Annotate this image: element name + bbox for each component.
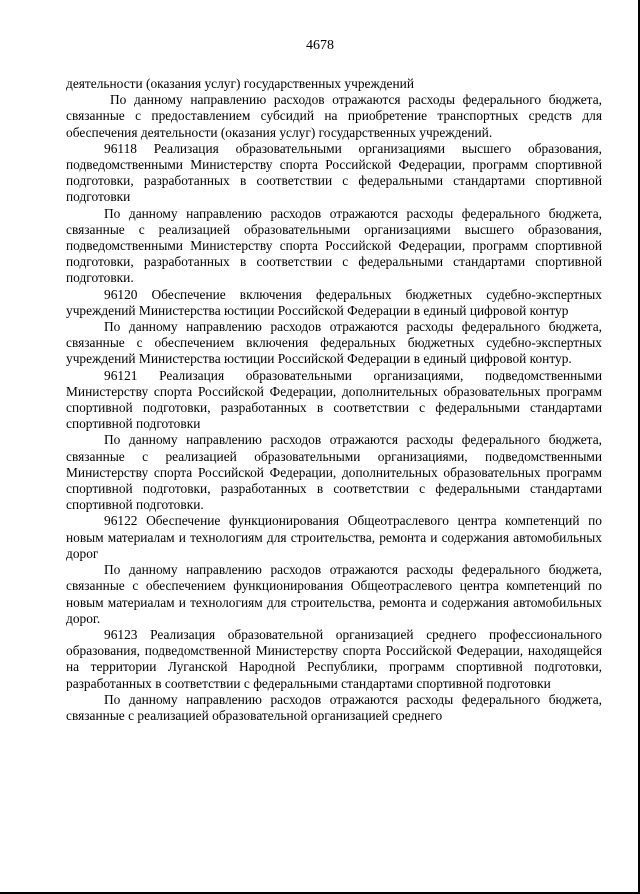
paragraph-description: По данному направлению расходов отражаются расходы федерального бюджета, связанные с реализацией образовательной организацией среднего [66,691,602,723]
paragraph-description: По данному направлению расходов отражаются расходы федерального бюджета, связанные с реализацией образовательными организациями, подведомственными Министерству спорта Российской Федерации, дополнительных образовательных программ спортивной подготовки, разработанных в соответствии с федеральными стандартами спортивной подготовки. [66,432,602,513]
paragraph-heading-96122: 96122 Обеспечение функционирования Общеотраслевого центра компетенций по новым материалам и технологиям для строительства, ремонта и содержания автомобильных дорог [66,513,602,561]
paragraph-heading-96121: 96121 Реализация образовательными организациями, подведомственными Министерству спорта Российской Федерации, дополнительных образовательных программ спортивной подготовки, разработанных в соответствии с федеральными стандартами спортивной подготовки [66,367,602,432]
paragraph-continuation: деятельности (оказания услуг) государственных учреждений [66,76,414,91]
paragraph-description: По данному направлению расходов отражаются расходы федерального бюджета, связанные с обеспечением функционирования Общеотраслевого центра компетенций по новым материалам и технологиям для строительства, ремонта и содержания автомобильных дорог. [66,562,602,626]
paragraph-description: По данному направлению расходов отражаются расходы федерального бюджета, связанные с предоставлением субсидий на приобретение транспортных средств для обеспечения деятельности (оказания услуг) государственных учреждений. [66,92,602,140]
paragraph-heading-96123: 96123 Реализация образовательной организацией среднего профессионального образования, подведомственной Министерству спорта Российской Федерации, находящейся на территории Луганской Народной Республики, программ спортивной подготовки, разработанных в соответствии с федеральными стандартами спортивной подготовки [66,626,602,691]
page-number: 4678 [306,38,334,53]
paragraph-heading-96120: 96120 Обеспечение включения федеральных бюджетных судебно-экспертных учреждений Министерства юстиции Российской Федерации в единый цифровой контур [66,286,602,318]
paragraph-description: По данному направлению расходов отражаются расходы федерального бюджета, связанные с реализацией образовательными организациями высшего образования, подведомственными Министерству спорта Российской Федерации, программ спортивной подготовки, разработанных в соответствии с федеральными стандартами спортивной подготовки. [66,205,602,286]
paragraph-description: По данному направлению расходов отражаются расходы федерального бюджета, связанные с обеспечением включения федеральных бюджетных судебно-экспертных учреждений Министерства юстиции Российской Федерации в единый цифровой контур. [66,319,602,367]
document-body [66,76,602,724]
paragraph-heading-96118: 96118 Реализация образовательными организациями высшего образования, подведомственными Министерству спорта Российской Федерации, программ спортивной подготовки, разработанных в соответствии с федеральными стандартами спортивной подготовки [66,140,602,205]
